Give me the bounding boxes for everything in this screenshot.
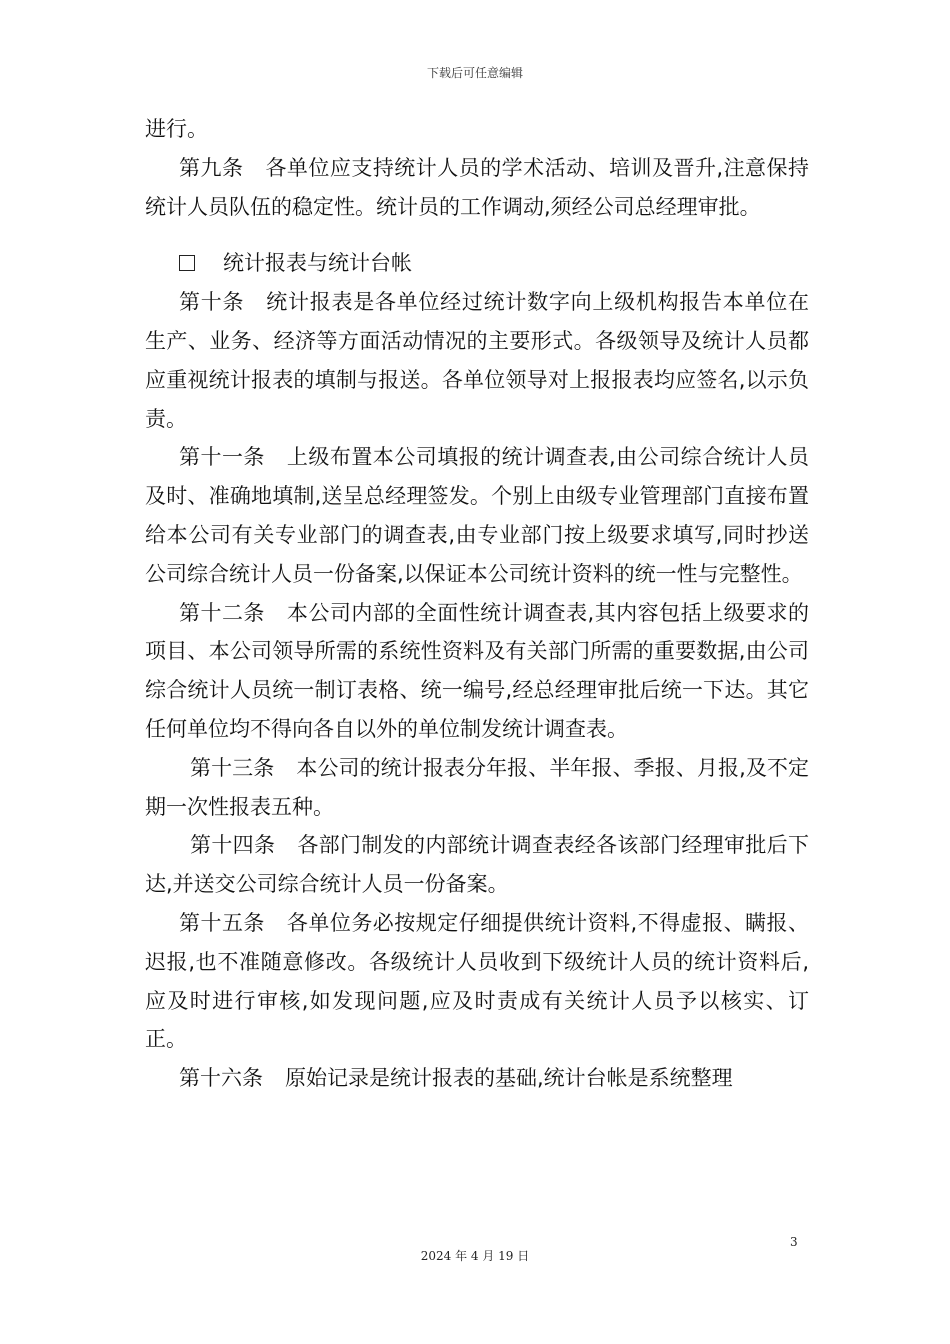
section-title: 统计报表与统计台帐: [223, 251, 412, 276]
page-header: 下载后可任意编辑: [426, 66, 523, 80]
article-label: 第九条: [179, 155, 244, 180]
article-text: 各单位务必按规定仔细提供统计资料,不得虚报、瞒报、迟报,也不准随意修改。各级统计人员收到下级统计人员的统计资料后,应及时进行审核,如发现问题,应及时责成有关统计人员予以核实、订正。: [145, 910, 809, 1052]
article-text: 本公司内部的全面性统计调查表,其内容包括上级要求的项目、本公司领导所需的系统性资料及有关部门所需的重要数据,由公司综合统计人员统一制订表格、统一编号,经总经理审批后统一下达。其它任何单位均不得向各自以外的单位制发统计调查表。: [145, 600, 809, 741]
article-label: 第十一条: [179, 445, 265, 470]
article-13: [145, 749, 809, 827]
paragraph-continuation: 进行。: [145, 117, 208, 141]
article-9: [145, 149, 809, 227]
article-16: [145, 1059, 809, 1098]
article-label: 第十五条: [179, 910, 265, 935]
article-12: [145, 594, 809, 749]
document-body: [145, 110, 809, 1098]
article-text: 各单位应支持统计人员的学术活动、培训及晋升,注意保持统计人员队伍的稳定性。统计员的工作调动,须经公司总经理审批。: [145, 155, 809, 219]
article-label: 第十二条: [179, 600, 265, 625]
page-number: 3: [790, 1235, 798, 1249]
article-label: 第十六条: [179, 1066, 263, 1091]
section-heading: [145, 244, 809, 283]
article-text: 各部门制发的内部统计调查表经各该部门经理审批后下达,并送交公司综合统计人员一份备案。: [145, 833, 810, 897]
article-10: [145, 283, 809, 438]
article-label: 第十四条: [190, 833, 276, 858]
article-text: 上级布置本公司填报的统计调查表,由公司综合统计人员及时、准确地填制,送呈总经理签发。个别上由级专业管理部门直接布置给本公司有关专业部门的调查表,由专业部门按上级要求填写,同时抄送公司综合统计人员一份备案,以保证本公司统计资料的统一性与完整性。: [145, 445, 809, 586]
checkbox-square-icon: [179, 255, 195, 271]
article-text: 原始记录是统计报表的基础,统计台帐是系统整理: [285, 1066, 733, 1091]
article-11: [145, 438, 809, 593]
article-text: 统计报表是各单位经过统计数字向上级机构报告本单位在生产、业务、经济等方面活动情况的主要形式。各级领导及统计人员都应重视统计报表的填制与报送。各单位领导对上报报表均应签名,以示负责。: [145, 290, 810, 431]
article-label: 第十条: [179, 290, 245, 315]
article-14: [145, 826, 809, 904]
footer-date: 2024 年 4 月 19 日: [420, 1249, 530, 1263]
article-15: [145, 904, 809, 1059]
article-label: 第十三条: [190, 755, 275, 780]
article-text: 本公司的统计报表分年报、半年报、季报、月报,及不定期一次性报表五种。: [145, 755, 809, 819]
